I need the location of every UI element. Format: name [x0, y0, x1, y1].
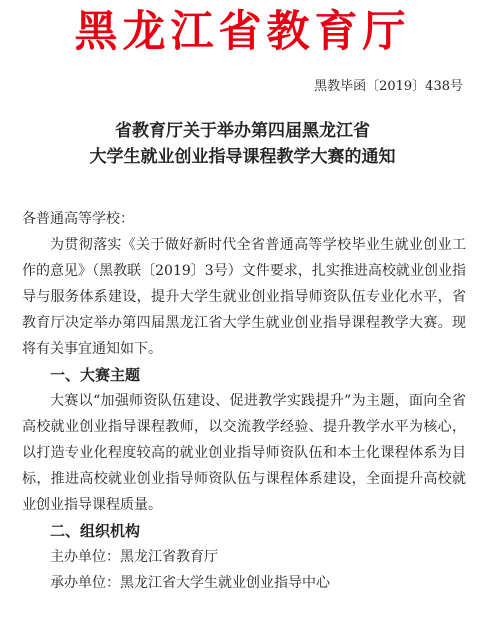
- theme-paragraph: 大赛以“加强师资队伍建设、促进教学实践提升”为主题，面向全省高校就业创业指导课程教师，以交流教学经验、提升教学水平为核心，以打造专业化程度较高的就业创业指导师资队伍和本土化课程体系为目标，推进高校就业创业指导师资队伍与课程体系建设，全面提升高校就业创业指导课程质量。: [22, 393, 466, 513]
- notice-title-line-1: 省教育厅关于举办第四届黑龙江省: [115, 121, 370, 141]
- salutation: 各普通高等学校：: [22, 211, 134, 227]
- organizer-unit: 承办单位：黑龙江省大学生就业创业指导中心: [50, 575, 330, 591]
- section-heading-organization: 二、组织机构: [50, 522, 141, 540]
- issuer-header: 黑龙江省教育厅: [74, 7, 411, 57]
- section-heading-theme: 一、大赛主题: [50, 366, 141, 384]
- notice-title: [0, 118, 485, 170]
- document-body: [22, 206, 466, 596]
- host-unit: 主办单位：黑龙江省教育厅: [50, 549, 218, 565]
- notice-title-line-2: 大学生就业创业指导课程教学大赛的通知: [89, 147, 396, 167]
- intro-paragraph: 为贯彻落实《关于做好新时代全省普通高等学校毕业生就业创业工作的意见》（黑教联〔2019〕3号）文件要求，扎实推进高校就业创业指导与服务体系建设，提升大学生就业创业指导师资队伍专业化水平，省教育厅决定举办第四届黑龙江省大学生就业创业指导课程教学大赛。现将有关事宜通知如下。: [22, 237, 466, 357]
- document-number: 黑教毕函〔2019〕438号: [314, 79, 463, 94]
